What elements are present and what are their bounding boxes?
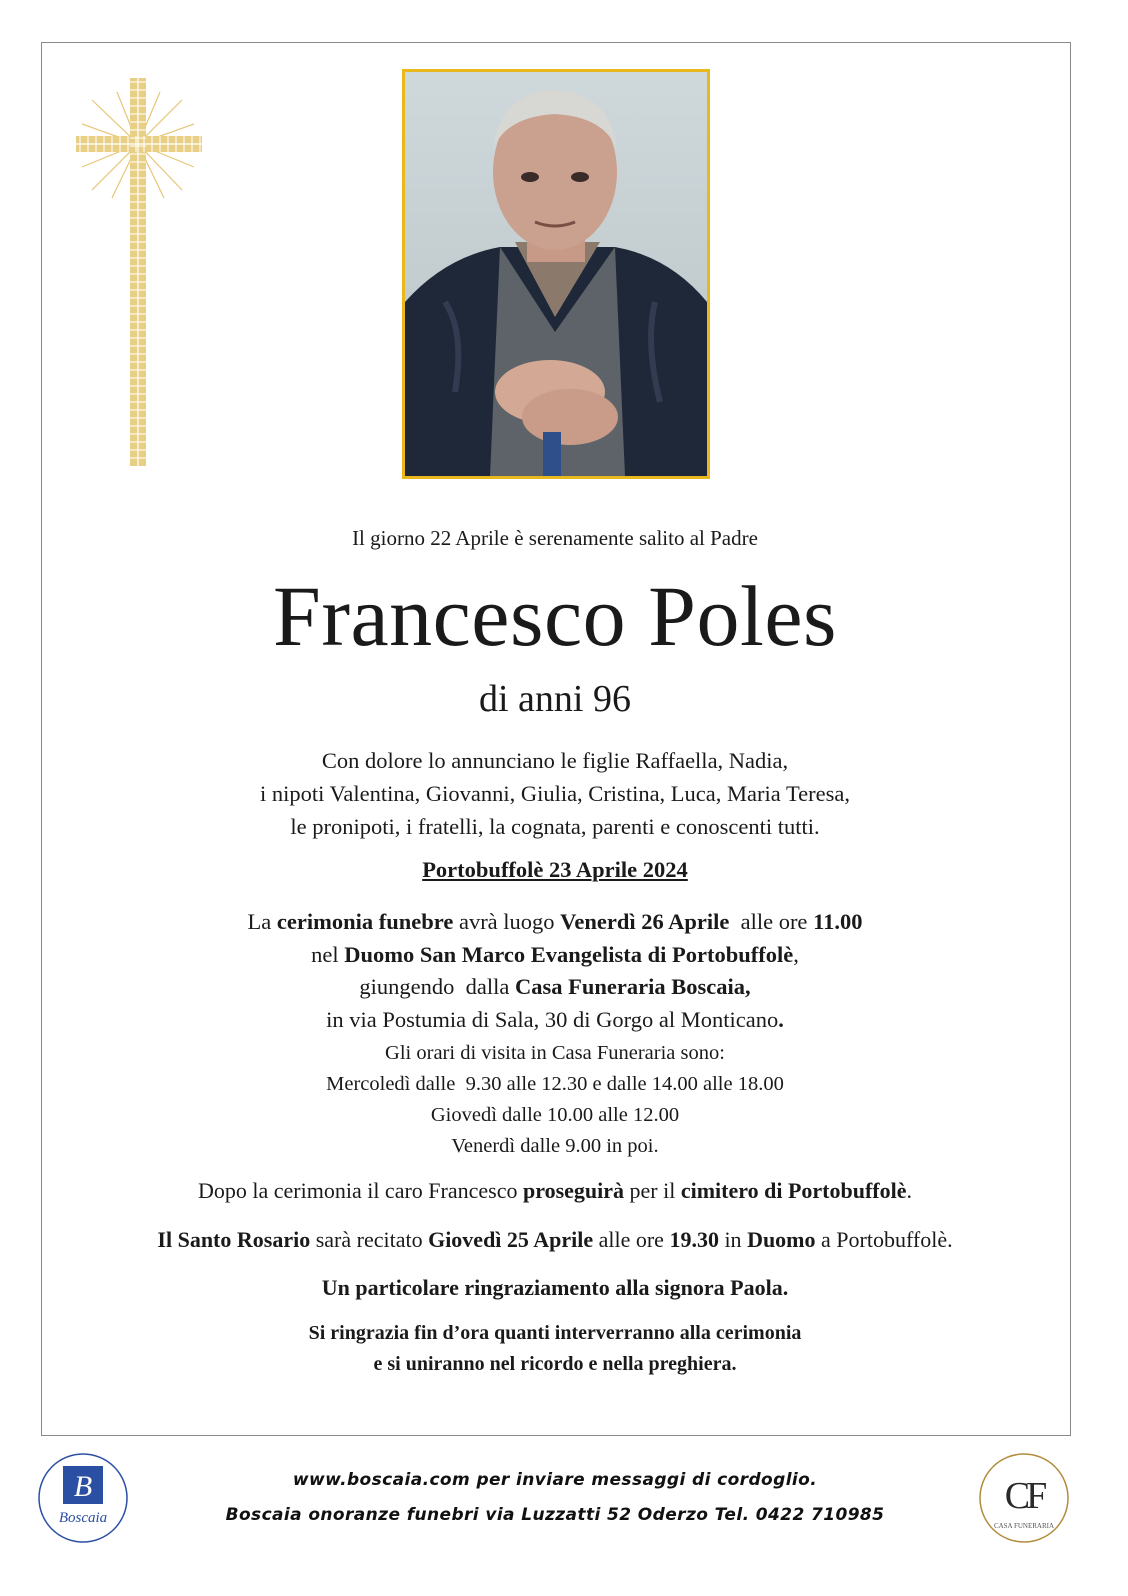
ceremony-line: in via Postumia di Sala, 30 di Gorgo al Monticano. [326,1006,784,1032]
ceremony-details [60,906,1050,1036]
age-line: di anni 96 [479,678,631,720]
hours-line: Gli orari di visita in Casa Funeraria sono: [385,1042,725,1064]
company-contact: Boscaia onoranze funebri via Luzzatti 52 Oderzo Tel. 0422 710985 [225,1505,885,1525]
place-date-heading: Portobuffolè 23 Aprile 2024 [422,857,688,882]
deceased-name: Francesco Poles [273,568,837,664]
ceremony-line: nel Duomo San Marco Evangelista di Portobuffolè, [311,941,799,967]
ceremony-line: giungendo dalla Casa Funeraria Boscaia, [359,974,751,999]
boscaia-logo-letter: B [73,1470,93,1503]
closing-thanks [60,1318,1050,1380]
family-announcement [60,744,1050,843]
visiting-hours [60,1038,1050,1162]
boscaia-logo-word: Boscaia [58,1510,108,1526]
family-line: i nipoti Valentina, Giovanni, Giulia, Cristina, Luca, Maria Teresa, [260,781,850,806]
portrait-photo [402,69,710,479]
casa-funeraria-logo [978,1452,1070,1544]
hours-line: Venerdì dalle 9.00 in poi. [451,1135,659,1157]
burial-line: Dopo la cerimonia il caro Francesco proseguirà per il cimitero di Portobuffolè. [197,1178,912,1203]
closing-line: e si uniranno nel ricordo e nella preghiera. [373,1353,737,1375]
intro-line: Il giorno 22 Aprile è serenamente salito al Padre [352,526,758,550]
boscaia-logo [37,1452,129,1544]
ceremony-line: La cerimonia funebre avrà luogo Venerdì 26 Aprile alle ore 11.00 [247,909,863,934]
special-thanks: Un particolare ringraziamento alla signora Paola. [321,1275,789,1300]
golden-cross-icon [72,72,212,480]
family-line: le pronipoti, i fratelli, la cognata, parenti e conoscenti tutti. [290,814,820,839]
casa-funeraria-mark: CF [1004,1475,1044,1517]
hours-line: Giovedì dalle 10.00 alle 12.00 [430,1104,680,1126]
website-link[interactable]: www.boscaia.com per inviare messaggi di cordoglio. [292,1470,818,1490]
family-line: Con dolore lo annunciano le figlie Raffaella, Nadia, [321,748,789,773]
rosary-line: Il Santo Rosario sarà recitato Giovedì 25 Aprile alle ore 19.30 in Duomo a Portobuffolè. [157,1227,953,1252]
hours-line: Mercoledì dalle 9.30 alle 12.30 e dalle 14.00 alle 18.00 [326,1073,784,1095]
closing-line: Si ringrazia fin d’ora quanti interverranno alla cerimonia [308,1322,802,1344]
casa-funeraria-word: CASA FUNERARIA [993,1522,1055,1530]
